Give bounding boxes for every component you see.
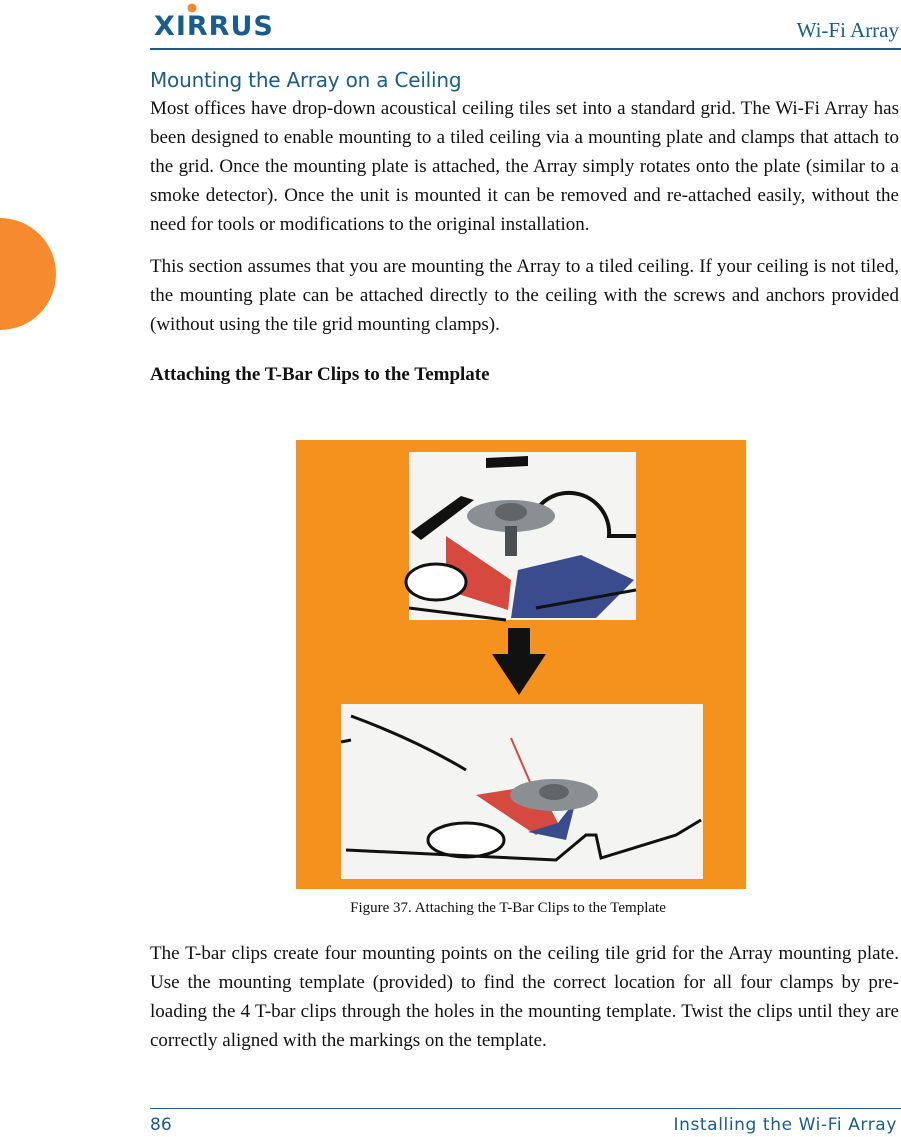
body-paragraph-3: The T-bar clips create four mounting points on the ceiling tile grid for the Array mounting plate. Use the mounting template (provided) to find the correct location for all four clamps by pre-loading the 4 T-bar clips through the holes in the mounting template. Twist the clips until they are correctly aligned with the markings on the template. [150,943,899,1051]
figure-illustration [296,440,746,889]
svg-text:XIRRUS: XIRRUS [154,11,274,40]
footer-section-title: Installing the Wi-Fi Array [673,1115,897,1135]
footer-rule [150,1108,901,1109]
header-rule [150,48,901,50]
subsection-heading: Attaching the T-Bar Clips to the Template [150,364,490,385]
figure-caption: Figure 37. Attaching the T-Bar Clips to the Template [350,900,666,916]
body-paragraph-2: This section assumes that you are mounting the Array to a tiled ceiling. If your ceiling is not tiled, the mounting plate can be attached directly to the ceiling with the screws and anchors provided (without using the tile grid mounting clamps). [150,256,899,335]
tbar-clips-figure [296,440,746,889]
header-title: Wi-Fi Array [796,18,899,42]
page-header [150,0,901,52]
main-content [150,66,899,388]
bottom-photo [341,704,703,879]
body-paragraph-1: Most offices have drop-down acoustical ceiling tiles set into a standard grid. The Wi-Fi Array has been designed to enable mounting to a tiled ceiling via a mounting plate and clamps that attach to the grid. Once the mounting plate is attached, the Array simply rotates onto the plate (similar to a smoke detector). Once the unit is mounted it can be removed and re-attached easily, without the need for tools or modifications to the original installation. [150,98,899,235]
section-heading: Mounting the Array on a Ceiling [150,68,462,92]
xirrus-logo [152,2,308,40]
top-photo [406,452,636,620]
chapter-tab-marker [0,218,56,330]
page-number: 86 [150,1115,172,1135]
